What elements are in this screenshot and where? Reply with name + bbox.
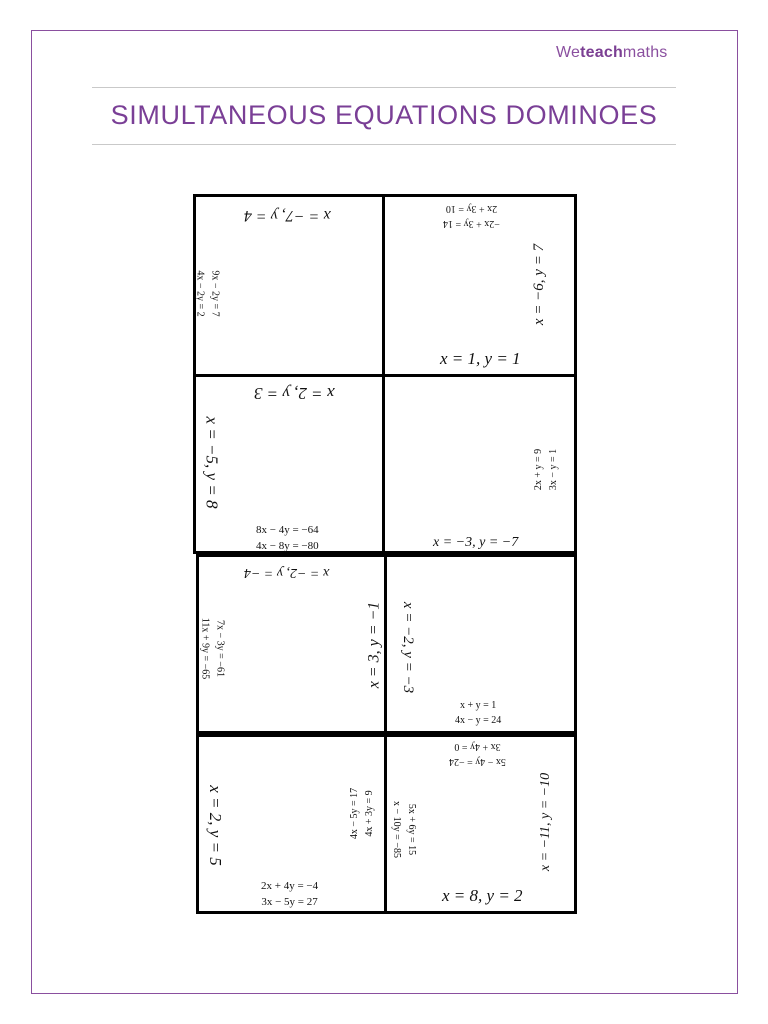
card-1-answer-inverted: x = −7, y = 4	[244, 207, 331, 224]
card-7-answer-rotated: x = 2, y = 5	[205, 785, 225, 866]
card-7-equations-rotated: 4x − 5y = 17 4x + 3y = 9	[349, 787, 375, 840]
card-5-answer-rotated: x = 3, y = −1	[365, 601, 383, 689]
card-4-equations-rotated: 2x + y = 9 3x − y = 1	[533, 448, 559, 491]
card-4-answer: x = −3, y = −7	[433, 535, 519, 550]
domino-card-6	[384, 554, 577, 734]
card-8-equations-inverted: 5x − 4y = −24 3x + 4y = 0	[449, 741, 506, 767]
domino-card-2	[382, 194, 577, 377]
card-5-answer-inverted: x = −2, y = −4	[244, 565, 330, 580]
card-5-equations-rotated: 7x − 3y = −61 11x + 9y = −65	[199, 617, 226, 680]
domino-card-3	[193, 374, 385, 554]
card-3-answer-inverted: x = 2, y = 3	[254, 384, 335, 403]
domino-card-7	[196, 734, 387, 914]
card-6-answer-rotated: x = −2, y = −3	[400, 601, 417, 694]
card-3-answer-rotated: x = −5, y = 8	[202, 416, 222, 509]
card-3-equations: 8x − 4y = −64 4x − 8y = −80	[256, 524, 319, 552]
domino-card-5	[196, 554, 387, 734]
title-rule-top	[92, 87, 676, 88]
card-2-answer: x = 1, y = 1	[440, 349, 521, 368]
domino-card-8	[384, 734, 577, 914]
domino-card-4	[382, 374, 577, 554]
card-2-answer-rotated: x = −6, y = 7	[531, 243, 548, 326]
card-7-equations: 2x + 4y = −4 3x − 5y = 27	[261, 880, 319, 908]
card-8-answer-rotated: x = −11, y = −10	[538, 772, 554, 872]
domino-card-1	[193, 194, 385, 377]
title-rule-bottom	[92, 144, 676, 145]
card-8-equations-rotated: 5x + 6y = 15 x − 10y = −85	[391, 801, 417, 858]
page-title: SIMULTANEOUS EQUATIONS DOMINOES	[110, 100, 658, 130]
card-6-equations: x + y = 1 4x − y = 24	[455, 700, 502, 726]
brand-logo: Weteachmaths	[556, 44, 668, 61]
card-8-answer: x = 8, y = 2	[442, 886, 523, 905]
card-2-equations-inverted: −2x + 3y = 14 2x + 3y = 10	[443, 203, 500, 229]
card-1-equations-rotated: 9x − 2y = 7 4x − 2y = 2	[195, 270, 221, 317]
